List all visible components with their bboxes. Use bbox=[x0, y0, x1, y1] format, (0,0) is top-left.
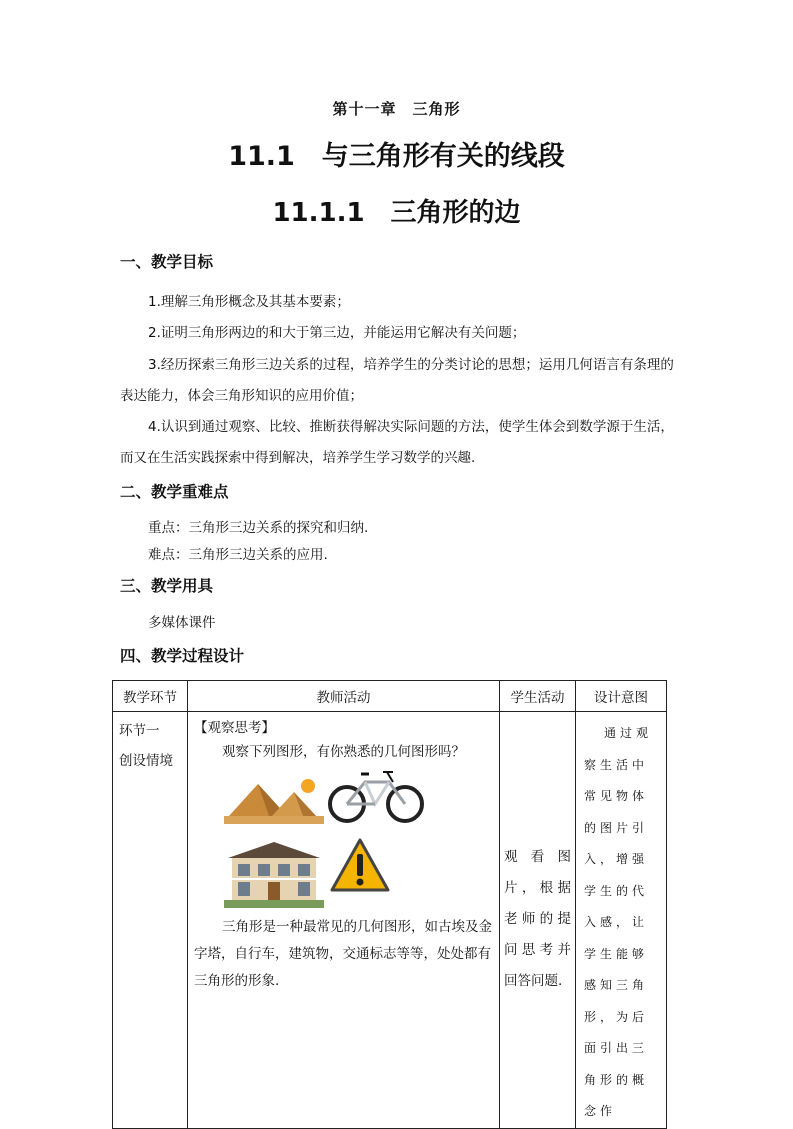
design-intent-cell bbox=[576, 712, 667, 1129]
key-points-heading: 二、教学重难点 bbox=[120, 483, 229, 501]
column-header: 学生活动 bbox=[500, 681, 576, 712]
subsection-title: 11.1.1 三角形的边 bbox=[272, 198, 521, 228]
process-table bbox=[112, 680, 667, 1129]
column-header: 设计意图 bbox=[576, 681, 667, 712]
pyramids-image bbox=[224, 774, 324, 824]
column-header: 教师活动 bbox=[188, 681, 500, 712]
image-group bbox=[194, 764, 493, 914]
stage-line-1: 环节一 bbox=[119, 723, 160, 739]
observe-label: 【观察思考】 bbox=[194, 720, 275, 736]
design-intent-text: 通过观察生活中常见物体的图片引入，增强学生的代入感，让学生能够感知三角形，为后面引出三角形的概念作 bbox=[584, 726, 653, 1118]
house-image bbox=[224, 840, 324, 908]
goals-heading: 一、教学目标 bbox=[120, 253, 214, 271]
table-row bbox=[113, 712, 667, 1129]
student-activity-cell: 观看图片，根据老师的提问思考并回答问题. bbox=[500, 712, 576, 1129]
teacher-activity-cell bbox=[188, 712, 500, 1129]
table-header-row bbox=[113, 681, 667, 712]
stage-line-2: 创设情境 bbox=[119, 753, 173, 769]
key-point-difficulty: 难点：三角形三边关系的应用. bbox=[148, 547, 328, 563]
tools-text: 多媒体课件 bbox=[148, 615, 216, 631]
column-header: 教学环节 bbox=[113, 681, 188, 712]
goal-item-3: 3.经历探索三角形三边关系的过程，培养学生的分类讨论的思想；运用几何语言有条理的表达能力，体会三角形知识的应用价值； bbox=[120, 357, 674, 404]
key-point-focus: 重点：三角形三边关系的探究和归纳. bbox=[148, 520, 369, 536]
chapter-title: 第十一章 三角形 bbox=[332, 100, 461, 118]
process-heading: 四、教学过程设计 bbox=[120, 647, 245, 665]
goal-item-2: 2.证明三角形两边的和大于第三边，并能运用它解决有关问题； bbox=[148, 325, 526, 341]
triangle-description: 三角形是一种最常见的几何图形，如古埃及金字塔，自行车，建筑物，交通标志等等，处处都有三角形的形象. bbox=[194, 919, 492, 989]
observe-question: 观察下列图形，有你熟悉的几何图形吗？ bbox=[222, 744, 465, 760]
tools-heading: 三、教学用具 bbox=[120, 577, 214, 595]
goal-item-1: 1.理解三角形概念及其基本要素； bbox=[148, 294, 350, 310]
stage-cell bbox=[113, 712, 188, 1129]
bicycle-image bbox=[327, 764, 425, 826]
warning-sign-image bbox=[330, 838, 390, 894]
section-title: 11.1 与三角形有关的线段 bbox=[228, 141, 565, 172]
goal-item-4: 4.认识到通过观察、比较、推断获得解决实际问题的方法，使学生体会到数学源于生活，而又在生活实践探索中得到解决，培养学生学习数学的兴趣. bbox=[120, 419, 674, 466]
